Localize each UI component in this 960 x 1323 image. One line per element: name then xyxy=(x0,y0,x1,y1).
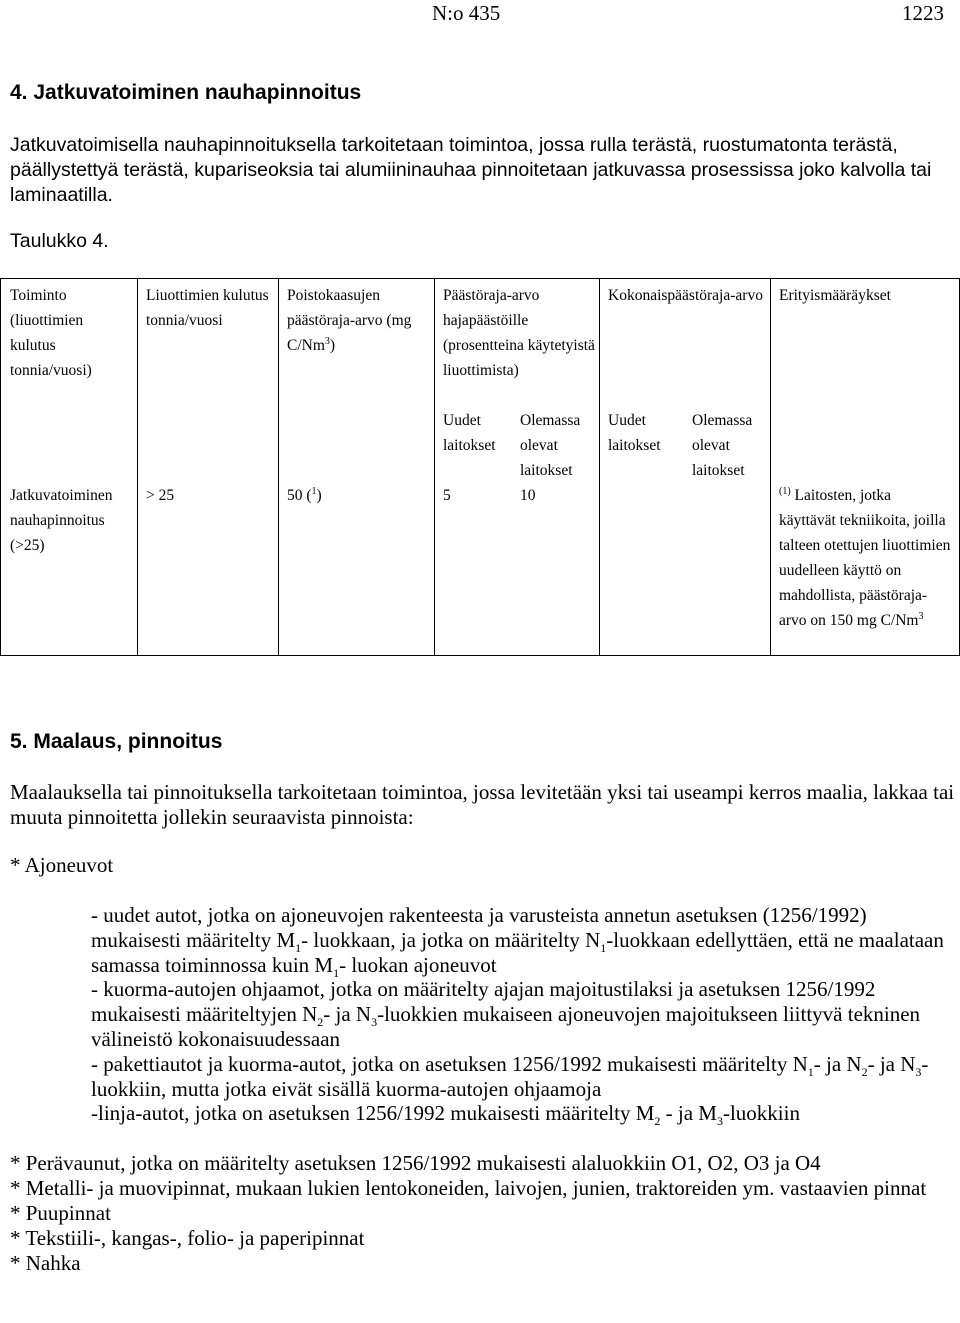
row-fugitive-new: 5 xyxy=(443,487,451,504)
table-col-line xyxy=(599,278,600,656)
row-activity: Jatkuvatoiminen nauhapinnoitus (>25) xyxy=(10,487,113,554)
emission-table xyxy=(0,278,960,656)
section-5-paragraph: Maalauksella tai pinnoituksella tarkoitetaan toimintoa, jossa levitetään yksi tai useampi kerros maalia, lakkaa tai muuta pinnoitetta jollekin seuraavista pinnoista: xyxy=(10,780,955,829)
header-total-limit: Kokonaispäästöraja-arvo xyxy=(608,287,763,304)
vehicle-item-vans-trucks: - pakettiautot ja kuorma-autot, jotka on asetuksen 1256/1992 mukaisesti määritelty $N_1-$ ja $N_2-$ ja $N_3-$ luokkiin, mutta jotka eivät sisällä kuorma-autojen ohjaamoja xyxy=(91,1051,934,1101)
header-activity: Toiminto (liuottimien kulutus tonnia/vuosi) xyxy=(10,287,92,379)
table-col-line xyxy=(434,278,435,656)
list-item: * Perävaunut, jotka on määritelty asetuksen 1256/1992 mukaisesti alaluokkiin O1, O2, O3 ja O4 xyxy=(10,1151,821,1175)
row-fugitive-existing: 10 xyxy=(520,487,536,504)
section-5-heading: 5. Maalaus, pinnoitus xyxy=(10,730,223,753)
vehicle-list xyxy=(91,903,956,1129)
header-fugitive-limit: Päästöraja-arvo hajapäästöille (prosentteina käytetyistä liuottimista) xyxy=(443,287,595,379)
list-item: * Nahka xyxy=(10,1251,81,1275)
table-col-line xyxy=(137,278,138,656)
page-number: 1223 xyxy=(902,1,944,25)
table-col-line xyxy=(770,278,771,656)
list-item-ajoneuvot: * Ajoneuvot xyxy=(10,853,114,877)
section-4-heading: 4. Jatkuvatoiminen nauhapinnoitus xyxy=(10,81,362,104)
row-exhaust-limit: 50 ($^1$) xyxy=(287,485,322,504)
table-col-line xyxy=(0,278,1,656)
vehicle-item-buses: -linja-autot, jotka on asetuksen 1256/1992 mukaisesti määritelty $M_2$ - ja $M_3$-luokkiin xyxy=(91,1101,800,1129)
table-border-top xyxy=(0,278,960,279)
row-special-provisions: $^{(1)}$ Laitosten, jotka käyttävät tekniikoita, joilla talteen otettujen liuottimien uudelleen käyttö on mahdollista, päästöraja-arvo on 150 mg C/Nm$^3$ xyxy=(779,485,951,629)
header-exhaust-limit: Poistokaasujen päästöraja-arvo (mg C/Nm$^3$) xyxy=(287,287,412,354)
vehicle-item-cars: - uudet autot, jotka on ajoneuvojen rakenteesta ja varusteista annetun asetuksen (1256/1992) mukaisesti määritelty $M_1-$ luokkaan, ja jotka on määritelty $N_1$-luokkaan edellyttäen, että ne maalataan samassa toiminnossa kuin $M_1-$ luokan ajoneuvot xyxy=(91,903,950,980)
table-caption: Taulukko 4. xyxy=(10,230,109,252)
row-consumption: > 25 xyxy=(146,487,175,504)
header-consumption: Liuottimien kulutus tonnia/vuosi xyxy=(146,287,269,329)
list-item: * Puupinnat xyxy=(10,1201,111,1225)
vehicle-item-truck-cabs: - kuorma-autojen ohjaamot, jotka on määritelty ajajan majoitustilaksi ja asetuksen 1256/1992 mukaisesti määriteltyjen $N_2-$ ja $N_3$-luokkien mukaiseen ajoneuvojen majoitukseen liittyvä tekninen välineistö kokonaisuudessaan xyxy=(91,977,926,1051)
list-item: * Metalli- ja muovipinnat, mukaan lukien lentokoneiden, laivojen, junien, traktoreiden ym. vastaavien pinnat xyxy=(10,1176,927,1200)
header-special-provisions: Erityismääräykset xyxy=(779,287,891,304)
table-col-line xyxy=(278,278,279,656)
subheader-fugitive-existing: Olemassa olevat laitokset xyxy=(520,412,581,479)
subheader-total-existing: Olemassa olevat laitokset xyxy=(692,412,753,479)
surface-list xyxy=(10,1151,950,1276)
list-item: * Tekstiili-, kangas-, folio- ja paperipinnat xyxy=(10,1226,365,1250)
document-number: N:o 435 xyxy=(432,1,501,25)
section-4-paragraph: Jatkuvatoimisella nauhapinnoituksella tarkoitetaan toimintoa, jossa rulla terästä, ruostumatonta terästä, päällystettyä terästä, kupariseoksia tai alumiininauhaa pinnoitetaan jatkuvassa prosessissa joko kalvolla tai laminaatilla. xyxy=(10,134,932,206)
table-border-bottom xyxy=(0,655,960,656)
subheader-fugitive-new: Uudet laitokset xyxy=(443,412,496,454)
subheader-total-new: Uudet laitokset xyxy=(608,412,661,454)
